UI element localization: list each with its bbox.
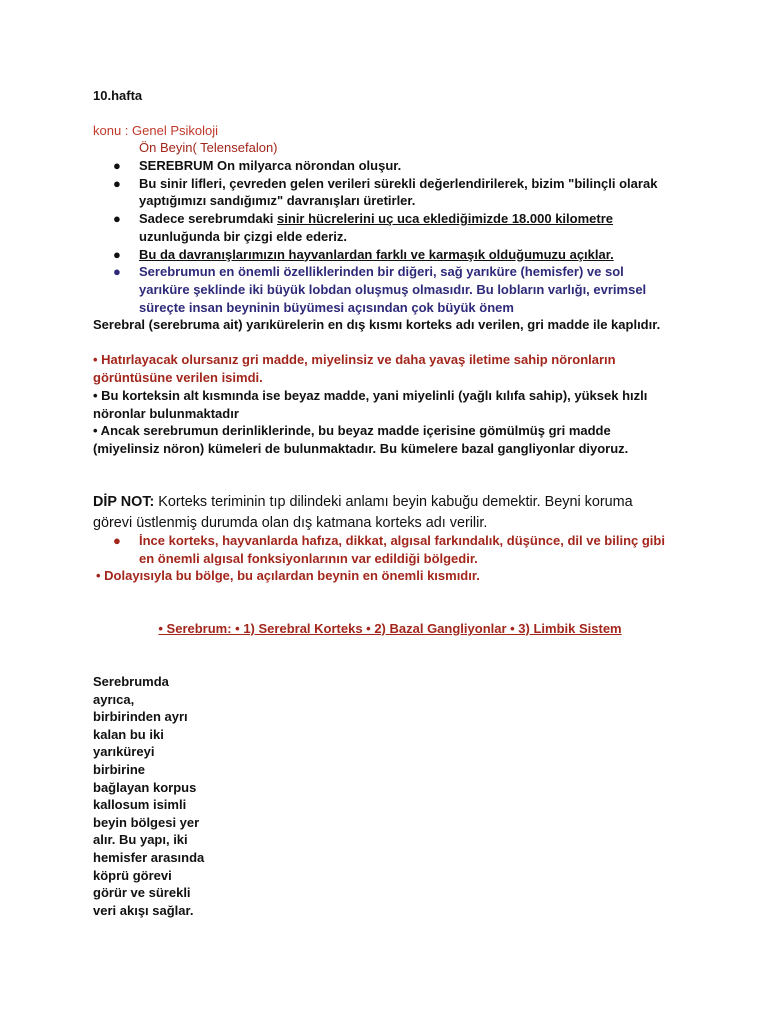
text-line: birbirinden ayrı [93,709,188,725]
serebrum-parts-heading: • Serebrum: • 1) Serebral Korteks • 2) Bazal Gangliyonlar • 3) Limbik Sistem [158,621,622,636]
dip-note [93,492,673,534]
bullet-text: Sadece serebrumdaki [139,211,278,227]
dip-note-label: DİP NOT: [93,494,155,510]
text-line: kallosum isimli [93,797,187,813]
text-line: birbirine [93,761,146,777]
list-item [93,157,673,175]
paragraph-white-matter: • Bu korteksin alt kısmında ise beyaz madde, yani miyelinli (yağlı kılıfa sahip), yüksek hızlı nöronlar bulunmaktadır [93,388,648,421]
paragraph-cortex: Serebral (serebruma ait) yarıkürelerin en dış kısmı korteks adı verilen, gri madde ile kaplıdır. [93,317,661,332]
bullet-text: uzunluğunda bir çizgi elde ederiz. [139,228,348,244]
bullet-dot: ● [113,211,121,227]
list-item [93,175,673,210]
text-line: yarıküreyi [93,744,155,760]
text-line: köprü görevi [93,867,172,883]
topic-label [93,122,218,140]
paragraph-basal-ganglia: • Ancak serebrumun derinliklerinde, bu beyaz madde içerisine gömülmüş gri madde (miyelinsiz nöron) kümeleri de bulunmaktadır. Bu kümelere bazal gangliyonlar diyoruz. [93,423,629,456]
dip-note-text: Korteks teriminin tıp dilindeki anlamı beyin kabuğu demektir. Beyni koruma görevi üstlenmiş durumda olan dış katmana korteks adı verilir. [93,494,633,531]
bullet-dot: ● [113,158,121,173]
text-line: Serebrumda [93,674,169,689]
corpus-callosum-column [93,673,223,919]
text-line: veri akışı sağlar. [93,902,194,918]
bullet-text-underlined: Bu da davranışlarımızın hayvanlardan farklı ve karmaşık olduğumuzu açıklar. [139,246,614,262]
bullet-text: SEREBRUM On milyarca nörondan oluşur. [139,158,402,173]
bullet-list-thin-cortex [93,532,673,567]
week-title: 10.hafta [93,88,143,103]
paragraph-grey-matter: • Hatırlayacak olursanız gri madde, miyelinsiz ve daha yavaş iletime sahip nöronların görüntüsüne verilen isimdi. [93,352,616,385]
bullet-dot: ● [113,175,121,191]
text-line: alır. Bu yapı, iki [93,832,188,848]
text-line: görür ve sürekli [93,885,191,901]
bullet-dot: ● [113,533,121,548]
text-line: beyin bölgesi yer [93,814,200,830]
bullet-text: Bu sinir lifleri, çevreden gelen verileri sürekli değerlendirilerek, bizim "bilinçli olarak yaptığımızı sandığımız" davranışları üretirler. [139,175,658,209]
paragraph-most-important: • Dolayısıyla bu bölge, bu açılardan beynin en önemli kısmıdır. [96,568,480,583]
bullet-list-serebrum [93,157,673,316]
list-item [93,263,673,316]
bullet-text: İnce korteks, hayvanlarda hafıza, dikkat, algısal farkındalık, düşünce, dil ve bilinç gibi en önemli algısal fonksiyonlarının var edildiği bölgedir. [139,533,665,566]
subtopic: Ön Beyin( Telensefalon) [139,140,278,155]
list-item [93,532,673,567]
bullet-text: Serebrumun en önemli özelliklerinden bir diğeri, sağ yarıküre (hemisfer) ve sol yarıküre şeklinde iki büyük lobdan oluşmuş olmasıdır. Bu lobların varlığı, evrimsel süreçte insan beyninin büyümesi açısından çok büyük önem [139,264,647,315]
topic-text: konu : Genel Psikoloji [93,123,219,138]
text-line: kalan bu iki [93,726,164,742]
list-item [93,246,673,264]
text-line: hemisfer arasında [93,849,205,865]
text-line: bağlayan korpus [93,779,197,795]
bullet-dot: ● [113,264,121,280]
bullet-dot: ● [113,246,121,262]
list-item [93,210,673,245]
bullet-text-underlined: sinir hücrelerini uç uca eklediğimizde 18.000 kilometre [277,211,614,227]
text-line: ayrıca, [93,691,135,707]
